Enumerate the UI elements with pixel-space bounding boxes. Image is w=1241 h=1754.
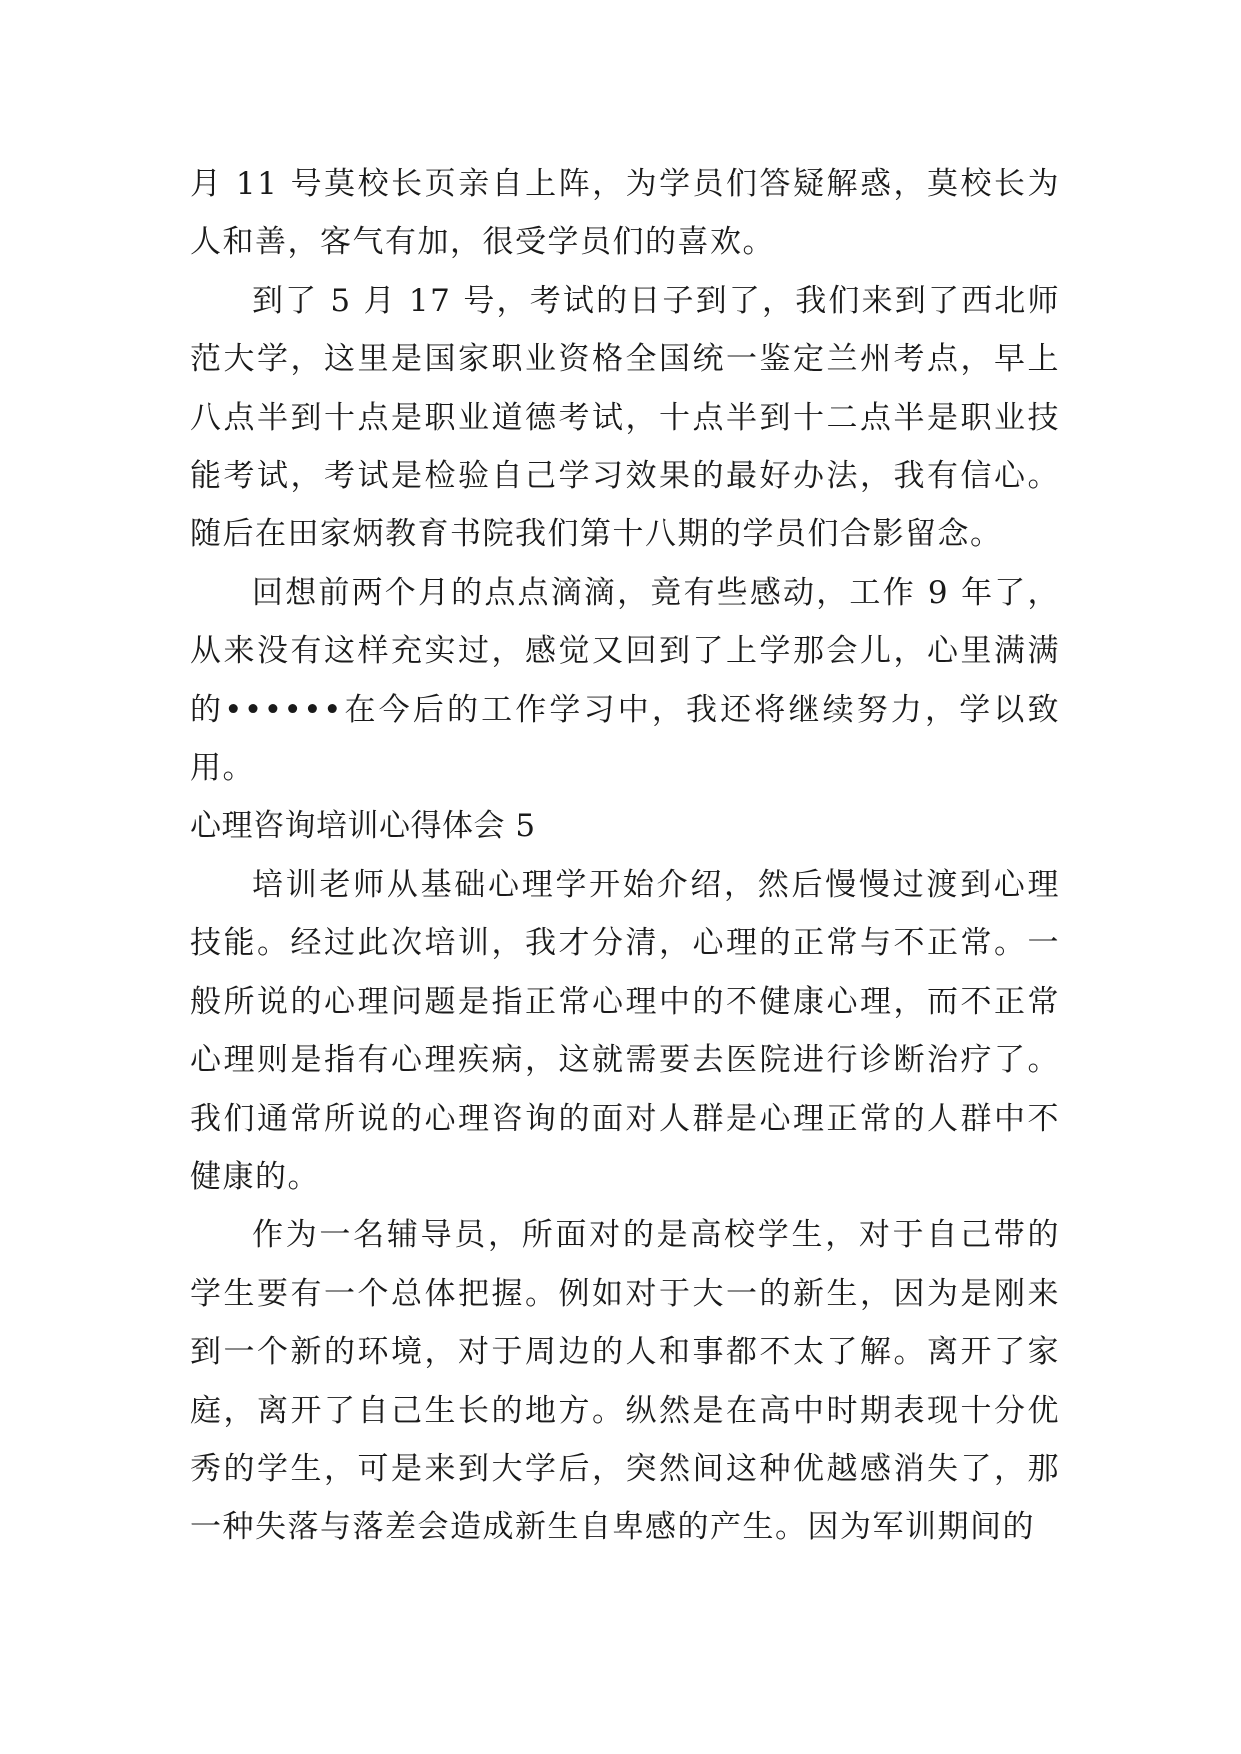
paragraph-continuation: 月 11 号莫校长页亲自上阵，为学员们答疑解惑，莫校长为人和善，客气有加，很受学员们的喜欢。 (190, 166, 1060, 261)
paragraph-counselor: 作为一名辅导员，所面对的是高校学生，对于自己带的学生要有一个总体把握。例如对于大一的新生，因为是刚来到一个新的环境，对于周边的人和事都不太了解。离开了家庭，离开了自己生长的地方。纵然是在高中时期表现十分优秀的学生，可是来到大学后，突然间这种优越感消失了，那一种失落与落差会造成新生自卑感的产生。因为军训期间的 (190, 1217, 1060, 1546)
paragraph-exam-day: 到了 5 月 17 号，考试的日子到了，我们来到了西北师范大学，这里是国家职业资格全国统一鉴定兰州考点，早上八点半到十点是职业道德考试，十点半到十二点半是职业技能考试，考试是检验自己学习效果的最好办法，我有信心。随后在田家炳教育书院我们第十八期的学员们合影留念。 (190, 282, 1060, 553)
section-heading: 心理咨询培训心得体会 5 (190, 808, 536, 845)
document-body (190, 155, 1060, 1557)
paragraph-training-intro: 培训老师从基础心理学开始介绍，然后慢慢过渡到心理技能。经过此次培训，我才分清，心理的正常与不正常。一般所说的心理问题是指正常心理中的不健康心理，而不正常心理则是指有心理疾病，这就需要去医院进行诊断治疗了。我们通常所说的心理咨询的面对人群是心理正常的人群中不健康的。 (190, 866, 1060, 1195)
paragraph-reflection: 回想前两个月的点点滴滴，竟有些感动，工作 9 年了，从来没有这样充实过，感觉又回到了上学那会儿，心里满满的••••••在今后的工作学习中，我还将继续努力，学以致用。 (190, 574, 1060, 787)
